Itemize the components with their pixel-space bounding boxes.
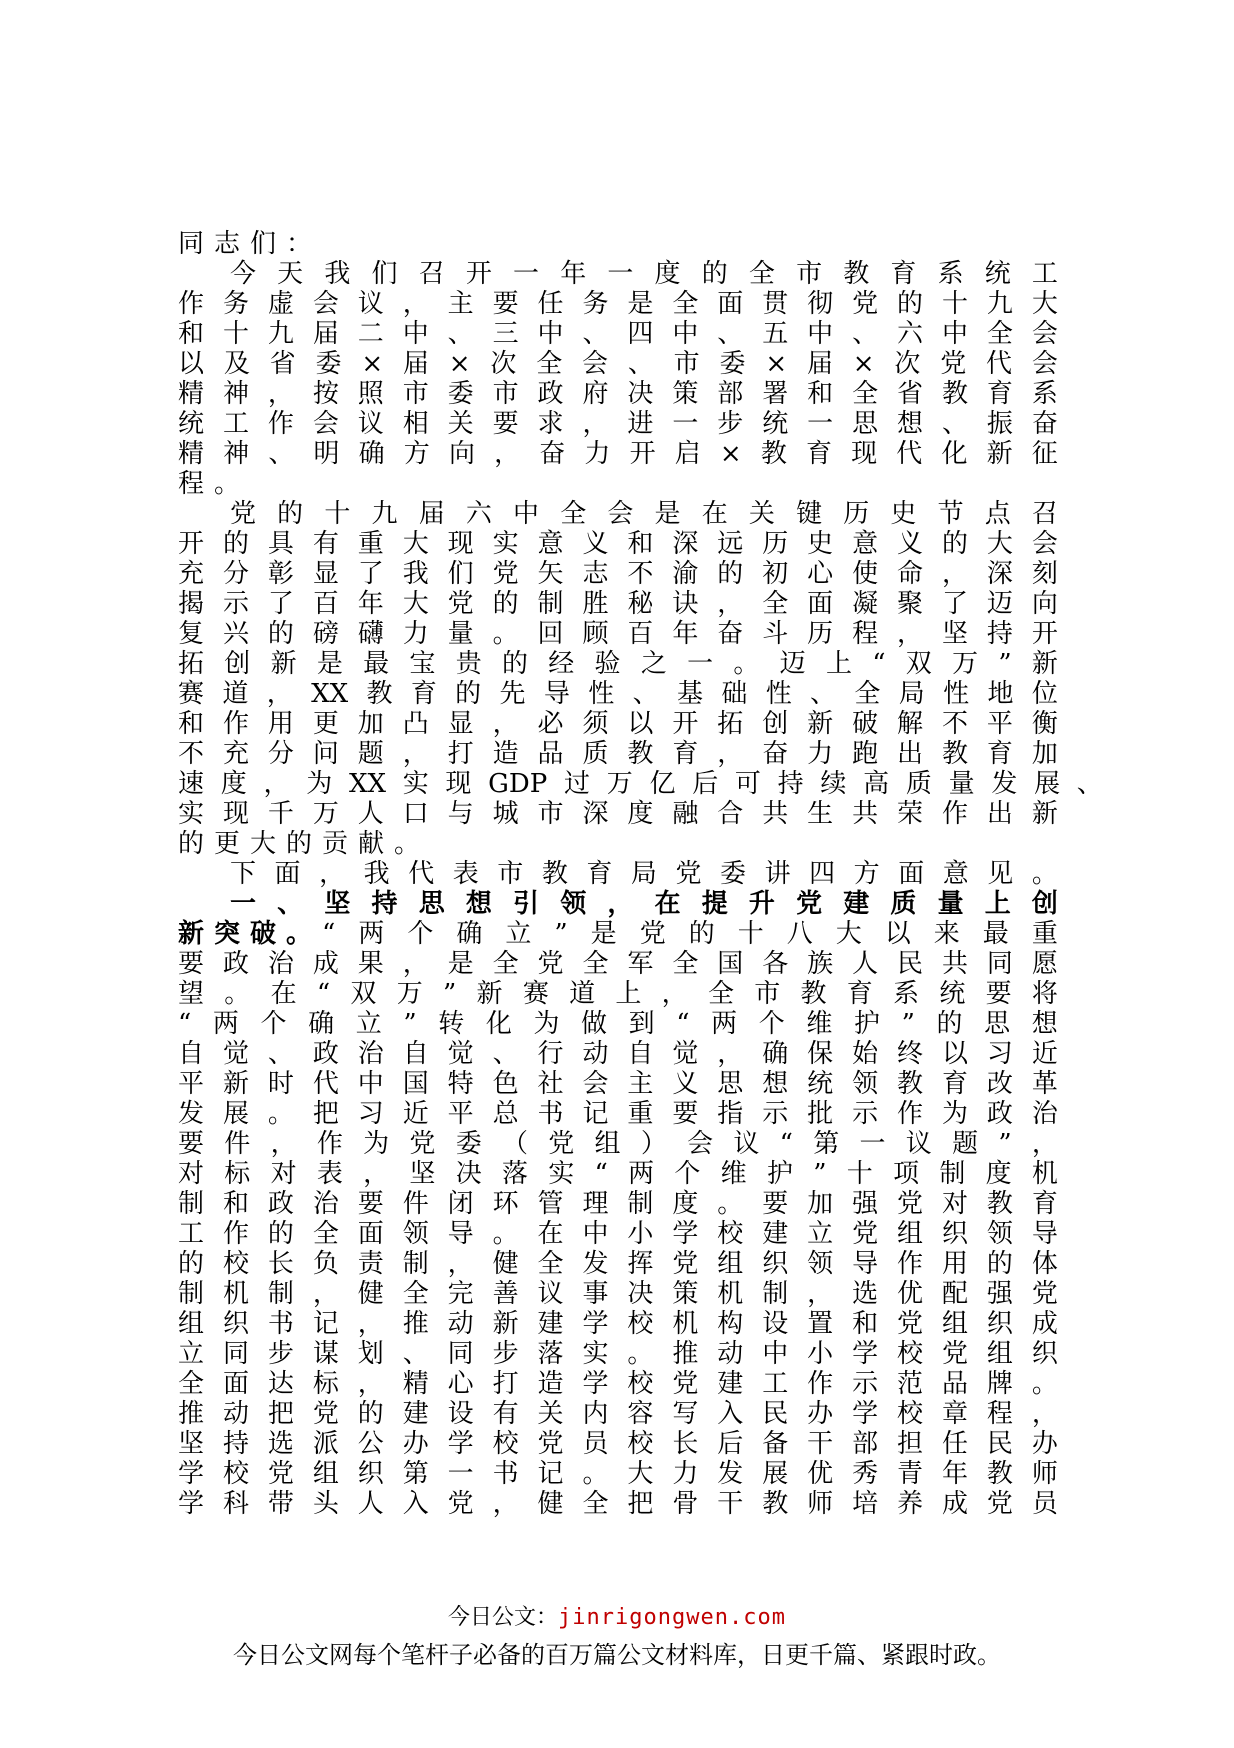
text-line: 精 神 ， 按 照 市 委 市 政 府 决 策 部 署 和 全 省 教 育 系 xyxy=(178,379,1058,409)
document-body xyxy=(178,229,1103,1519)
text-line-continued: “ 两 个 确 立 ” 是 党 的 十 八 大 以 来 最 重 xyxy=(322,919,1058,949)
text-line: 制 和 政 治 要 件 闭 环 管 理 制 度 。 要 加 强 党 对 教 育 xyxy=(178,1189,1058,1219)
text-line: 全 面 达 标 ， 精 心 打 造 学 校 党 建 工 作 示 范 品 牌 。 xyxy=(178,1369,1058,1399)
text-line: 要 件 ， 作 为 党 委 （ 党 组 ） 会 议 “ 第 一 议 题 ” ， xyxy=(178,1129,1058,1159)
text-line: 自 觉 、 政 治 自 觉 、 行 动 自 觉 ， 确 保 始 终 以 习 近 xyxy=(178,1039,1058,1069)
section-heading: 一 、 坚 持 思 想 引 领 ， 在 提 升 党 建 质 量 上 创 xyxy=(230,889,1058,919)
text-line: 望 。 在 “ 双 万 ” 新 赛 道 上 ， 全 市 教 育 系 统 要 将 xyxy=(178,979,1058,1009)
text-line: 立 同 步 谋 划 、 同 步 落 实 。 推 动 中 小 学 校 党 组 织 xyxy=(178,1339,1058,1369)
text-line xyxy=(178,919,1058,949)
text-line: 对 标 对 表 ， 坚 决 落 实 “ 两 个 维 护 ” 十 项 制 度 机 xyxy=(178,1159,1058,1189)
text-line: 和 作 用 更 加 凸 显 ， 必 须 以 开 拓 创 新 破 解 不 平 衡 xyxy=(178,709,1058,739)
footer-site-link[interactable]: jinrigongwen.com xyxy=(558,1605,786,1630)
text-line: 精 神 、 明 确 方 向 ， 奋 力 开 启 × 教 育 现 代 化 新 征 xyxy=(178,439,1058,469)
text-line: 赛 道 ， XX 教 育 的 先 导 性 、 基 础 性 、 全 局 性 地 位 xyxy=(178,679,1058,709)
text-line: 复 兴 的 磅 礴 力 量 。 回 顾 百 年 奋 斗 历 程 ， 坚 持 开 xyxy=(178,619,1058,649)
text-line: 实 现 千 万 人 口 与 城 市 深 度 融 合 共 生 共 荣 作 出 新 xyxy=(178,799,1058,829)
text-line: 下 面 ， 我 代 表 市 教 育 局 党 委 讲 四 方 面 意 见 。 xyxy=(230,859,1058,889)
text-line: 充 分 彰 显 了 我 们 党 矢 志 不 渝 的 初 心 使 命 ， 深 刻 xyxy=(178,559,1058,589)
text-line: 今 天 我 们 召 开 一 年 一 度 的 全 市 教 育 系 统 工 xyxy=(230,259,1058,289)
footer-slogan: 今日公文网每个笔杆子必备的百万篇公文材料库，日更千篇、紧跟时政。 xyxy=(233,1641,1001,1669)
text-line: 和 十 九 届 二 中 、 三 中 、 四 中 、 五 中 、 六 中 全 会 xyxy=(178,319,1058,349)
text-line: 坚 持 选 派 公 办 学 校 党 员 校 长 后 备 干 部 担 任 民 办 xyxy=(178,1429,1058,1459)
text-line: 速 度 ， 为 XX 实 现 GDP 过 万 亿 后 可 持 续 高 质 量 发 展 、 xyxy=(178,769,1103,799)
text-line: 发 展 。 把 习 近 平 总 书 记 重 要 指 示 批 示 作 为 政 治 xyxy=(178,1099,1058,1129)
text-line: 不 充 分 问 题 ， 打 造 品 质 教 育 ， 奋 力 跑 出 教 育 加 xyxy=(178,739,1058,769)
text-line: 揭 示 了 百 年 大 党 的 制 胜 秘 诀 ， 全 面 凝 聚 了 迈 向 xyxy=(178,589,1058,619)
text-line: “ 两 个 确 立 ” 转 化 为 做 到 “ 两 个 维 护 ” 的 思 想 xyxy=(178,1009,1058,1039)
footer-site xyxy=(0,1600,1234,1631)
text-line: 统 工 作 会 议 相 关 要 求 ， 进 一 步 统 一 思 想 、 振 奋 xyxy=(178,409,1058,439)
text-line: 工 作 的 全 面 领 导 。 在 中 小 学 校 建 立 党 组 织 领 导 xyxy=(178,1219,1058,1249)
text-line: 要 政 治 成 果 ， 是 全 党 全 军 全 国 各 族 人 民 共 同 愿 xyxy=(178,949,1058,979)
text-line: 平 新 时 代 中 国 特 色 社 会 主 义 思 想 统 领 教 育 改 革 xyxy=(178,1069,1058,1099)
text-line: 开 的 具 有 重 大 现 实 意 义 和 深 远 历 史 意 义 的 大 会 xyxy=(178,529,1058,559)
text-line: 作 务 虚 会 议 ， 主 要 任 务 是 全 面 贯 彻 党 的 十 九 大 xyxy=(178,289,1058,319)
text-line: 党 的 十 九 届 六 中 全 会 是 在 关 键 历 史 节 点 召 xyxy=(230,499,1058,529)
salutation: 同志们： xyxy=(178,229,323,259)
text-line: 组 织 书 记 ， 推 动 新 建 学 校 机 构 设 置 和 党 组 织 成 xyxy=(178,1309,1058,1339)
text-line: 学 科 带 头 人 入 党 ， 健 全 把 骨 干 教 师 培 养 成 党 员 xyxy=(178,1489,1058,1519)
footer-site-label: 今日公文： xyxy=(448,1605,559,1630)
text-line: 以 及 省 委 × 届 × 次 全 会 、 市 委 × 届 × 次 党 代 会 xyxy=(178,349,1058,379)
text-line: 制 机 制 ， 健 全 完 善 议 事 决 策 机 制 ， 选 优 配 强 党 xyxy=(178,1279,1058,1309)
text-line: 的更大的贡献。 xyxy=(178,829,431,859)
text-line: 的 校 长 负 责 制 ， 健 全 发 挥 党 组 织 领 导 作 用 的 体 xyxy=(178,1249,1058,1279)
section-heading-end: 新突破。 xyxy=(178,919,323,949)
text-line: 拓 创 新 是 最 宝 贵 的 经 验 之 一 。 迈 上 “ 双 万 ” 新 xyxy=(178,649,1058,679)
text-line: 推 动 把 党 的 建 设 有 关 内 容 写 入 民 办 学 校 章 程 ， xyxy=(178,1399,1058,1429)
text-line: 程。 xyxy=(178,469,251,499)
text-line: 学 校 党 组 织 第 一 书 记 。 大 力 发 展 优 秀 青 年 教 师 xyxy=(178,1459,1058,1489)
